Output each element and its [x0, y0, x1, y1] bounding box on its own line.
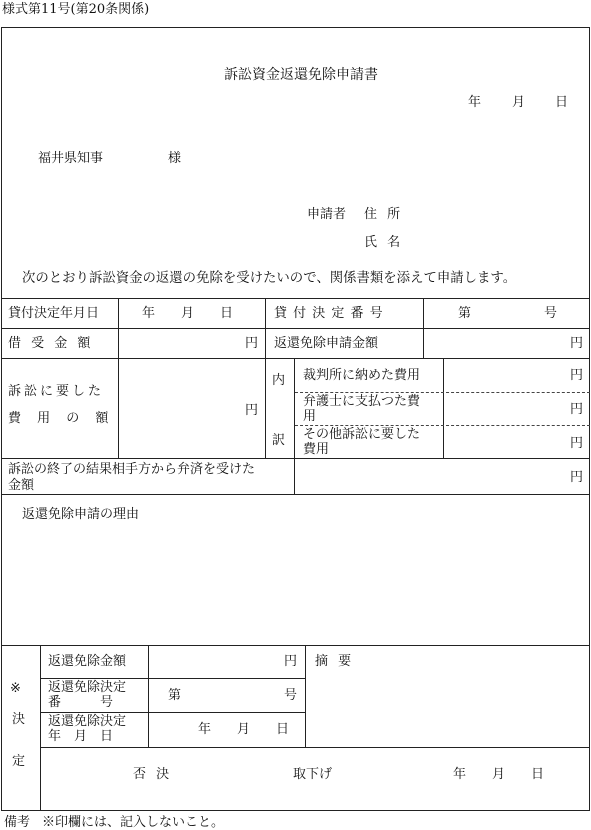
intro-text: 次のとおり訴訟資金の返還の免除を受けたいので、関係書類を添えて申請します。	[22, 271, 517, 286]
decision-col-line-3	[305, 645, 306, 747]
repaid-amount-label-1: 訴訟の終了の結果相手方から弁済を受けた	[8, 462, 256, 477]
loan-number-prefix: 第	[458, 306, 472, 321]
dashed-line-1	[295, 392, 590, 393]
litigation-cost-yen: 円	[245, 403, 259, 418]
row-line-4	[1, 494, 590, 495]
loan-number-suffix: 号	[544, 306, 558, 321]
form-label: 様式第11号(第20条関係)	[2, 2, 150, 17]
addressee-governor: 福井県知事	[38, 151, 104, 166]
decision-char-2: 定	[12, 754, 26, 769]
repaid-amount-yen: 円	[570, 470, 584, 485]
col-line-a	[118, 298, 119, 458]
exemption-date-label-1: 返還免除決定	[48, 714, 127, 729]
addressee-honorific: 様	[168, 151, 182, 166]
row-line-3	[1, 458, 590, 459]
col-line-e	[294, 358, 295, 494]
form-title: 訴訟資金返還免除申請書	[224, 67, 378, 83]
applicant-address-label: 住 所	[364, 207, 404, 222]
footer-note: ※印欄には、記入しないこと。	[42, 815, 225, 830]
loan-decision-date-label: 貸付決定年月日	[8, 306, 100, 321]
exemption-number-prefix: 第	[168, 688, 182, 703]
applicant-name-label: 氏 名	[364, 235, 404, 250]
borrowed-amount-yen: 円	[245, 336, 259, 351]
loan-decision-number-label: 貸 付 決 定 番 号	[274, 306, 384, 321]
decision-col-line-1	[40, 645, 41, 811]
exemption-amount-label: 返還免除申請金額	[274, 336, 379, 351]
lawyer-fee-label-1: 弁護士に支払つた費	[303, 394, 421, 409]
other-fee-label-2: 費用	[303, 442, 330, 457]
col-line-b	[265, 298, 266, 358]
date-year: 年	[468, 95, 482, 110]
applicant-label: 申請者	[307, 207, 347, 222]
litigation-cost-label-1: 訴訟に要した	[8, 384, 105, 399]
col-line-f	[443, 358, 444, 458]
date-day: 日	[555, 95, 569, 110]
court-fee-label: 裁判所に納めた費用	[303, 368, 421, 383]
loan-decision-date-value: 年 月 日	[142, 306, 234, 321]
footer-label: 備考	[4, 815, 31, 830]
decision-char-1: 決	[12, 712, 26, 727]
other-fee-yen: 円	[570, 436, 584, 451]
other-fee-label-1: その他訴訟に要した	[303, 427, 421, 442]
dashed-line-2	[295, 425, 590, 426]
reason-bottom-line	[1, 645, 590, 646]
lawyer-fee-label-2: 用	[303, 409, 317, 424]
date-month: 月	[512, 95, 526, 110]
exemption-date-label-2: 年 月 日	[48, 729, 114, 744]
row-line-1	[1, 328, 590, 329]
col-line-c	[423, 298, 424, 358]
breakdown-char-1: 内	[272, 373, 286, 388]
lawyer-fee-yen: 円	[570, 402, 584, 417]
exemption-number-suffix: 号	[284, 688, 298, 703]
borrowed-amount-label: 借 受 金 額	[8, 336, 94, 351]
col-line-d	[265, 358, 266, 458]
exemption-decided-amount-label: 返還免除金額	[48, 654, 127, 669]
exemption-date-value: 年 月 日	[198, 722, 290, 737]
decision-mark: ※	[10, 681, 21, 696]
decision-rejected: 否 決	[133, 767, 173, 782]
repaid-amount-label-2: 金額	[8, 478, 35, 493]
remarks-label: 摘 要	[315, 654, 355, 669]
exemption-number-label-1: 返還免除決定	[48, 680, 127, 695]
decision-withdrawn: 取下げ	[293, 767, 333, 782]
exemption-amount-yen: 円	[570, 336, 584, 351]
decision-row-line-3	[40, 747, 590, 748]
reason-label: 返還免除申請の理由	[22, 507, 140, 522]
table-top-line	[1, 298, 590, 299]
breakdown-char-2: 訳	[272, 433, 286, 448]
court-fee-yen: 円	[570, 368, 584, 383]
exemption-decided-amount-yen: 円	[284, 654, 298, 669]
decision-bottom-date: 年 月 日	[453, 767, 545, 782]
litigation-cost-label-2: 費 用 の 額	[8, 411, 115, 426]
decision-col-line-2	[148, 645, 149, 747]
exemption-number-label-2: 番 号	[48, 695, 114, 710]
row-line-2	[1, 358, 590, 359]
decision-row-line-2	[40, 712, 305, 713]
decision-row-line-1	[40, 678, 305, 679]
